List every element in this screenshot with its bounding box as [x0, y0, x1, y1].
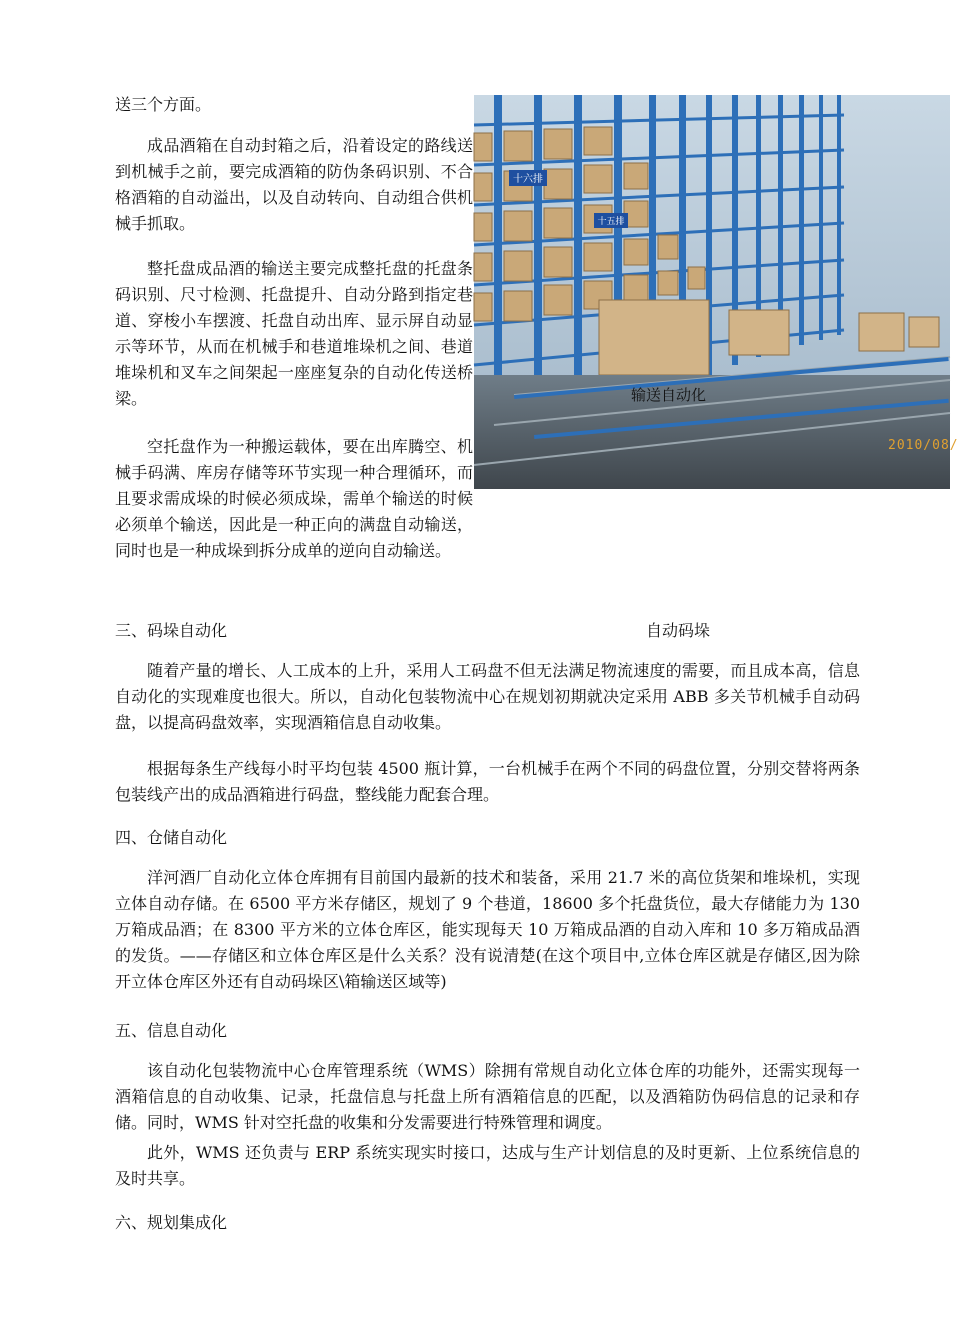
rack-sign-1: 十六排 — [513, 174, 543, 185]
left-paragraph-1: 成品酒箱在自动封箱之后，沿着设定的路线送到机械手之前，要完成酒箱的防伪条码识别、不合格酒箱的自动溢出，以及自动转向、自动组合供机械手抓取。 — [115, 136, 473, 233]
warehouse-conveyor-photo — [474, 95, 950, 489]
palletizing-caption: 自动码垛 — [646, 621, 711, 640]
left-paragraph-2: 整托盘成品酒的输送主要完成整托盘的托盘条码识别、尺寸检测、托盘提升、自动分路到指定巷道、穿梭小车摆渡、托盘自动出库、显示屏自动显示等环节，从而在机械手和巷道堆垛机之间、巷道堆垛机和叉车之间架起一座座复杂的自动化传送桥梁。 — [115, 259, 473, 408]
photo-caption: 输送自动化 — [631, 386, 707, 404]
section-4-paragraph-1: 洋河酒厂自动化立体仓库拥有目前国内最新的技术和装备，采用 21.7 米的高位货架和堆垛机，实现立体自动存储。在 6500 平方米存储区，规划了 9 个巷道，18600 多个托盘货位，最大存储能力为 130 万箱成品酒；在 8300 平方米的立体仓库区，能实现每天 10 万箱成品酒的自动入库和 10 多万箱成品酒的发货。——存储区和立体仓库区是什么关系？没有说清楚(在这个项目中,立体仓库区就是存储区,因为除开立体仓库区外还有自动码垛区\箱输送区域等) — [115, 868, 860, 991]
section-5-paragraph-1: 该自动化包装物流中心仓库管理系统（WMS）除拥有常规自动化立体仓库的功能外，还需实现每一酒箱信息的自动收集、记录，托盘信息与托盘上所有酒箱信息的匹配，以及酒箱防伪码信息的记录和存储。同时，WMS 针对空托盘的收集和分发需要进行特殊管理和调度。 — [115, 1061, 860, 1132]
section-3-heading: 三、码垛自动化 — [115, 621, 228, 640]
photo-date-stamp: 2010/08/ — [888, 438, 959, 453]
warehouse-illustration — [474, 95, 950, 489]
rack-sign-2: 十五排 — [597, 217, 625, 227]
section-5-paragraph-2: 此外，WMS 还负责与 ERP 系统实现实时接口，达成与生产计划信息的及时更新、上位系统信息的及时共享。 — [115, 1143, 860, 1188]
section-4-heading: 四、仓储自动化 — [115, 828, 228, 847]
intro-line: 送三个方面。 — [115, 95, 212, 114]
left-paragraph-3: 空托盘作为一种搬运载体，要在出库腾空、机械手码满、库房存储等环节实现一种合理循环，而且要求需成垛的时候必须成垛，需单个输送的时候必须单个输送，因此是一种正向的满盘自动输送，同时也是一种成垛到拆分成单的逆向自动输送。 — [115, 437, 473, 560]
section-6-heading: 六、规划集成化 — [115, 1213, 228, 1232]
section-5-heading: 五、信息自动化 — [115, 1021, 228, 1040]
section-3-paragraph-1: 随着产量的增长、人工成本的上升，采用人工码盘不但无法满足物流速度的需要，而且成本高，信息自动化的实现难度也很大。所以，自动化包装物流中心在规划初期就决定采用 ABB 多关节机械手自动码盘，以提高码盘效率，实现酒箱信息自动收集。 — [115, 661, 860, 732]
section-3-paragraph-2: 根据每条生产线每小时平均包装 4500 瓶计算，一台机械手在两个不同的码盘位置，分别交替将两条包装线产出的成品酒箱进行码盘，整线能力配套合理。 — [115, 759, 860, 804]
